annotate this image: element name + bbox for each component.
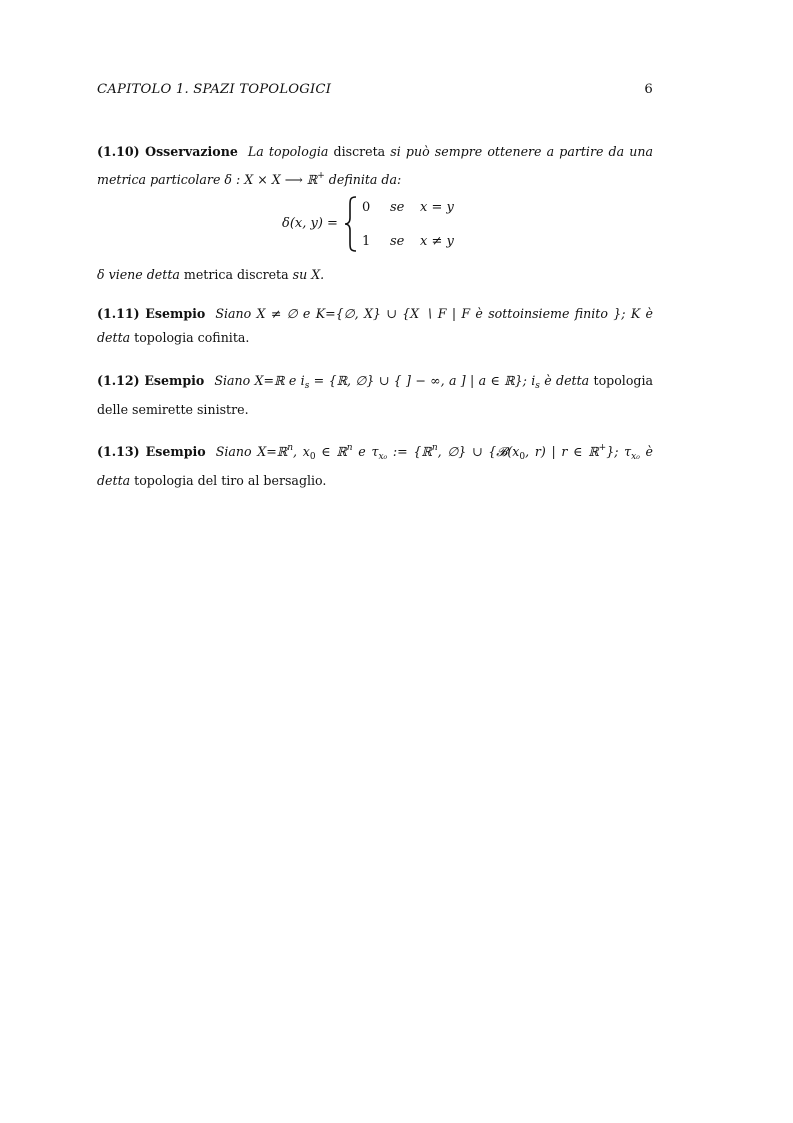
remark-text: δ viene detta [97, 267, 180, 282]
term-discreta: discreta [328, 144, 391, 159]
case-condition: x = y [420, 200, 454, 215]
example-label: (1.11) Esempio [97, 306, 206, 321]
example-label: (1.13) Esempio [97, 444, 206, 459]
remark-1-10-conclusion [97, 263, 653, 287]
example-text: e τ [352, 444, 379, 459]
chapter-title: CAPITOLO 1. SPAZI TOPOLOGICI [97, 82, 332, 97]
subscript: 0 [309, 452, 316, 462]
example-text: ∈ ℝ [315, 444, 347, 459]
left-brace-icon [344, 196, 358, 252]
page-number: 6 [644, 82, 653, 97]
example-text: }; τ [606, 444, 632, 459]
example-text: Siano X=ℝ e i [214, 373, 305, 388]
remark-text: definita da: [324, 172, 402, 187]
example-text: è detta [539, 373, 590, 388]
case-value: 1 [362, 234, 371, 249]
example-text: , x [293, 444, 310, 459]
example-text: := {ℝ [387, 444, 432, 459]
remark-1-10 [97, 140, 653, 192]
superscript: n [287, 443, 294, 453]
remark-label: (1.10) Osservazione [97, 144, 238, 159]
subscript: 0 [519, 452, 526, 462]
formula-lhs: δ(x, y) = [282, 216, 338, 231]
example-text: è detta [97, 444, 654, 488]
example-term: topologia del tiro al bersaglio. [130, 473, 327, 488]
example-label: (1.12) Esempio [97, 373, 205, 388]
subscript: x₀ [378, 452, 388, 462]
example-text: , ∅} ∪ {𝓑(x [437, 444, 520, 459]
remark-text: si può sempre ottenere a partire da una metrica particolare δ : X × X ⟶ ℝ [97, 144, 653, 187]
example-text: Siano X=ℝ [215, 444, 288, 459]
term-metrica-discreta: metrica discreta [179, 267, 293, 282]
running-header [97, 82, 653, 102]
subscript: x₀ [631, 452, 640, 462]
example-term: topologia delle semirette sinistre. [97, 373, 654, 417]
superscript: n [431, 443, 438, 453]
example-1-12 [97, 369, 653, 422]
superscript: + [598, 443, 607, 453]
example-text: , r) | r ∈ ℝ [525, 444, 599, 459]
case-se: se [390, 234, 405, 249]
case-se: se [390, 200, 405, 215]
example-text: = {ℝ, ∅} ∪ { ] − ∞, a ] | a ∈ ℝ}; i [309, 373, 536, 388]
remark-text: La topologia [247, 144, 329, 159]
superscript: n [346, 443, 353, 453]
case-value: 0 [362, 200, 371, 215]
example-1-11 [97, 302, 653, 350]
example-1-13 [97, 436, 653, 493]
subscript: s [304, 381, 310, 391]
remark-text: su X. [292, 267, 325, 282]
example-text: Siano X ≠ ∅ e K={∅, X} ∪ {X ∖ F | F è sottoinsieme finito }; K è detta [97, 306, 653, 345]
superscript: + [317, 171, 325, 181]
subscript: s [535, 381, 540, 391]
piecewise-formula [282, 196, 502, 258]
example-term: topologia cofinita. [130, 330, 250, 345]
case-condition: x ≠ y [420, 234, 454, 249]
